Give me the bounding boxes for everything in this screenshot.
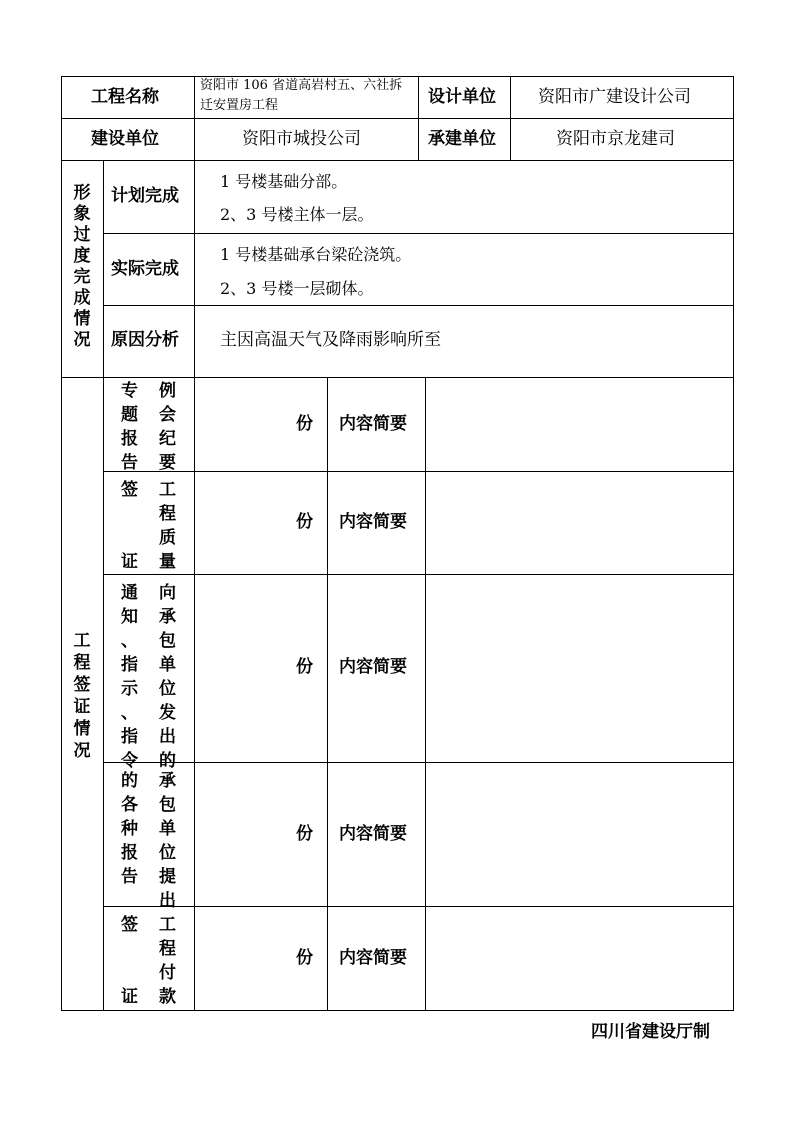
cell-char: 的 — [159, 751, 176, 771]
actual-line1: 1 号楼基础承台梁砼浇筑。 — [220, 245, 412, 264]
cell-char: 会 — [159, 405, 176, 425]
cell-char: 包 — [159, 795, 176, 815]
visa-label-char: 情 — [73, 719, 91, 739]
cell-char: 种 — [121, 819, 138, 839]
table-rule — [61, 118, 734, 119]
table-rule — [103, 160, 104, 1011]
cell-char: 令 — [121, 751, 138, 771]
project-name-label: 工程名称 — [91, 87, 159, 107]
table-rule — [425, 377, 426, 1011]
cell-char — [121, 506, 138, 530]
cell-char: 程 — [159, 504, 176, 524]
table-rule — [194, 76, 195, 161]
visa-row-1-left — [121, 383, 138, 479]
cell-char: 告 — [121, 453, 138, 473]
cell-char: 报 — [121, 429, 138, 449]
cell-char: 出 — [159, 727, 176, 747]
cell-char — [121, 941, 138, 965]
project-name-line2: 迁安置房工程 — [200, 98, 279, 113]
progress-label-char: 度 — [73, 246, 91, 266]
table-rule — [327, 377, 328, 1011]
cell-char: 提 — [159, 867, 176, 887]
actual-line2: 2、3 号楼一层砌体。 — [220, 279, 374, 298]
progress-label-char: 完 — [73, 267, 91, 287]
cell-char: 出 — [159, 891, 176, 911]
visa-label-char: 签 — [73, 675, 91, 695]
cell-char: 报 — [121, 843, 138, 863]
cell-char: 签 — [121, 915, 138, 935]
table-rule — [103, 233, 734, 234]
cell-char: 单 — [159, 655, 176, 675]
plan-label: 计划完成 — [111, 186, 179, 206]
cell-char: 的 — [121, 771, 138, 791]
visa-row-5-left — [121, 917, 138, 1013]
cell-char: 位 — [159, 679, 176, 699]
copies-unit: 份 — [296, 948, 313, 968]
cell-char: 、 — [121, 703, 138, 723]
cell-char: 工 — [159, 915, 176, 935]
table-rule — [103, 762, 734, 763]
build-unit-label: 建设单位 — [91, 129, 159, 149]
visa-row-3-right — [159, 585, 176, 777]
contractor-value: 资阳市京龙建司 — [556, 129, 675, 149]
progress-label-char: 过 — [73, 225, 91, 245]
progress-label-char: 形 — [73, 183, 91, 203]
table-rule — [103, 574, 734, 575]
actual-label: 实际完成 — [111, 259, 179, 279]
cell-char: 发 — [159, 703, 176, 723]
reason-label: 原因分析 — [111, 330, 179, 350]
table-rule — [103, 471, 734, 472]
table-rule — [103, 305, 734, 306]
visa-label-char: 工 — [73, 631, 91, 651]
plan-line2: 2、3 号楼主体一层。 — [220, 205, 374, 224]
visa-label-char: 证 — [73, 697, 91, 717]
visa-section-label — [68, 633, 96, 765]
table-rule — [733, 76, 734, 1011]
copies-unit: 份 — [296, 414, 313, 434]
visa-label-char: 况 — [73, 741, 91, 761]
cell-char: 知 — [121, 607, 138, 627]
cell-char: 款 — [159, 987, 176, 1007]
cell-char: 程 — [159, 939, 176, 959]
cell-char: 、 — [121, 631, 138, 651]
cell-char: 例 — [159, 381, 176, 401]
visa-row-4-left — [121, 773, 138, 893]
table-rule — [61, 377, 734, 378]
cell-char — [121, 530, 138, 554]
cell-char: 单 — [159, 819, 176, 839]
plan-line1: 1 号楼基础分部。 — [220, 172, 348, 191]
cell-char: 位 — [159, 843, 176, 863]
table-rule — [61, 76, 734, 77]
cell-char: 付 — [159, 963, 176, 983]
summary-label: 内容简要 — [339, 414, 407, 434]
visa-row-5-right — [159, 917, 176, 1013]
progress-label-char: 情 — [73, 309, 91, 329]
cell-char: 承 — [159, 771, 176, 791]
cell-char: 证 — [121, 552, 138, 572]
summary-label: 内容简要 — [339, 657, 407, 677]
visa-row-2-left — [121, 482, 138, 578]
cell-char — [121, 965, 138, 989]
build-unit-value: 资阳市城投公司 — [242, 129, 361, 149]
project-name-line1: 资阳市 106 省道高岩村五、六社拆 — [200, 78, 403, 93]
design-unit-value: 资阳市广建设计公司 — [538, 87, 691, 107]
summary-label: 内容简要 — [339, 512, 407, 532]
cell-char: 包 — [159, 631, 176, 651]
cell-char: 签 — [121, 480, 138, 500]
progress-label-char: 象 — [73, 204, 91, 224]
cell-char: 承 — [159, 607, 176, 627]
cell-char: 质 — [159, 528, 176, 548]
table-rule — [194, 377, 195, 1011]
table-rule — [194, 160, 195, 378]
copies-unit: 份 — [296, 657, 313, 677]
progress-label-char: 况 — [73, 330, 91, 350]
table-rule — [510, 76, 511, 161]
summary-label: 内容简要 — [339, 948, 407, 968]
cell-char: 示 — [121, 679, 138, 699]
copies-unit: 份 — [296, 512, 313, 532]
summary-label: 内容简要 — [339, 824, 407, 844]
cell-char: 纪 — [159, 429, 176, 449]
cell-char: 通 — [121, 583, 138, 603]
visa-label-char: 程 — [73, 653, 91, 673]
cell-char: 题 — [121, 405, 138, 425]
table-rule — [103, 906, 734, 907]
visa-row-2-right — [159, 482, 176, 578]
issuer-footer: 四川省建设厅制 — [591, 1022, 710, 1042]
table-rule — [61, 76, 62, 1011]
reason-text: 主因高温天气及降雨影响所至 — [220, 330, 441, 350]
cell-char: 工 — [159, 480, 176, 500]
progress-section-label — [68, 185, 96, 353]
table-rule — [61, 160, 734, 161]
visa-row-1-right — [159, 383, 176, 479]
copies-unit: 份 — [296, 824, 313, 844]
cell-char: 告 — [121, 867, 138, 887]
cell-char: 各 — [121, 795, 138, 815]
cell-char: 指 — [121, 727, 138, 747]
design-unit-label: 设计单位 — [428, 87, 496, 107]
cell-char: 证 — [121, 987, 138, 1007]
table-rule — [418, 76, 419, 161]
visa-row-4-right — [159, 773, 176, 917]
visa-row-3-left — [121, 585, 138, 777]
contractor-label: 承建单位 — [428, 129, 496, 149]
cell-char: 向 — [159, 583, 176, 603]
cell-char: 专 — [121, 381, 138, 401]
cell-char: 指 — [121, 655, 138, 675]
cell-char: 量 — [159, 552, 176, 572]
progress-label-char: 成 — [73, 288, 91, 308]
cell-char: 要 — [159, 453, 176, 473]
